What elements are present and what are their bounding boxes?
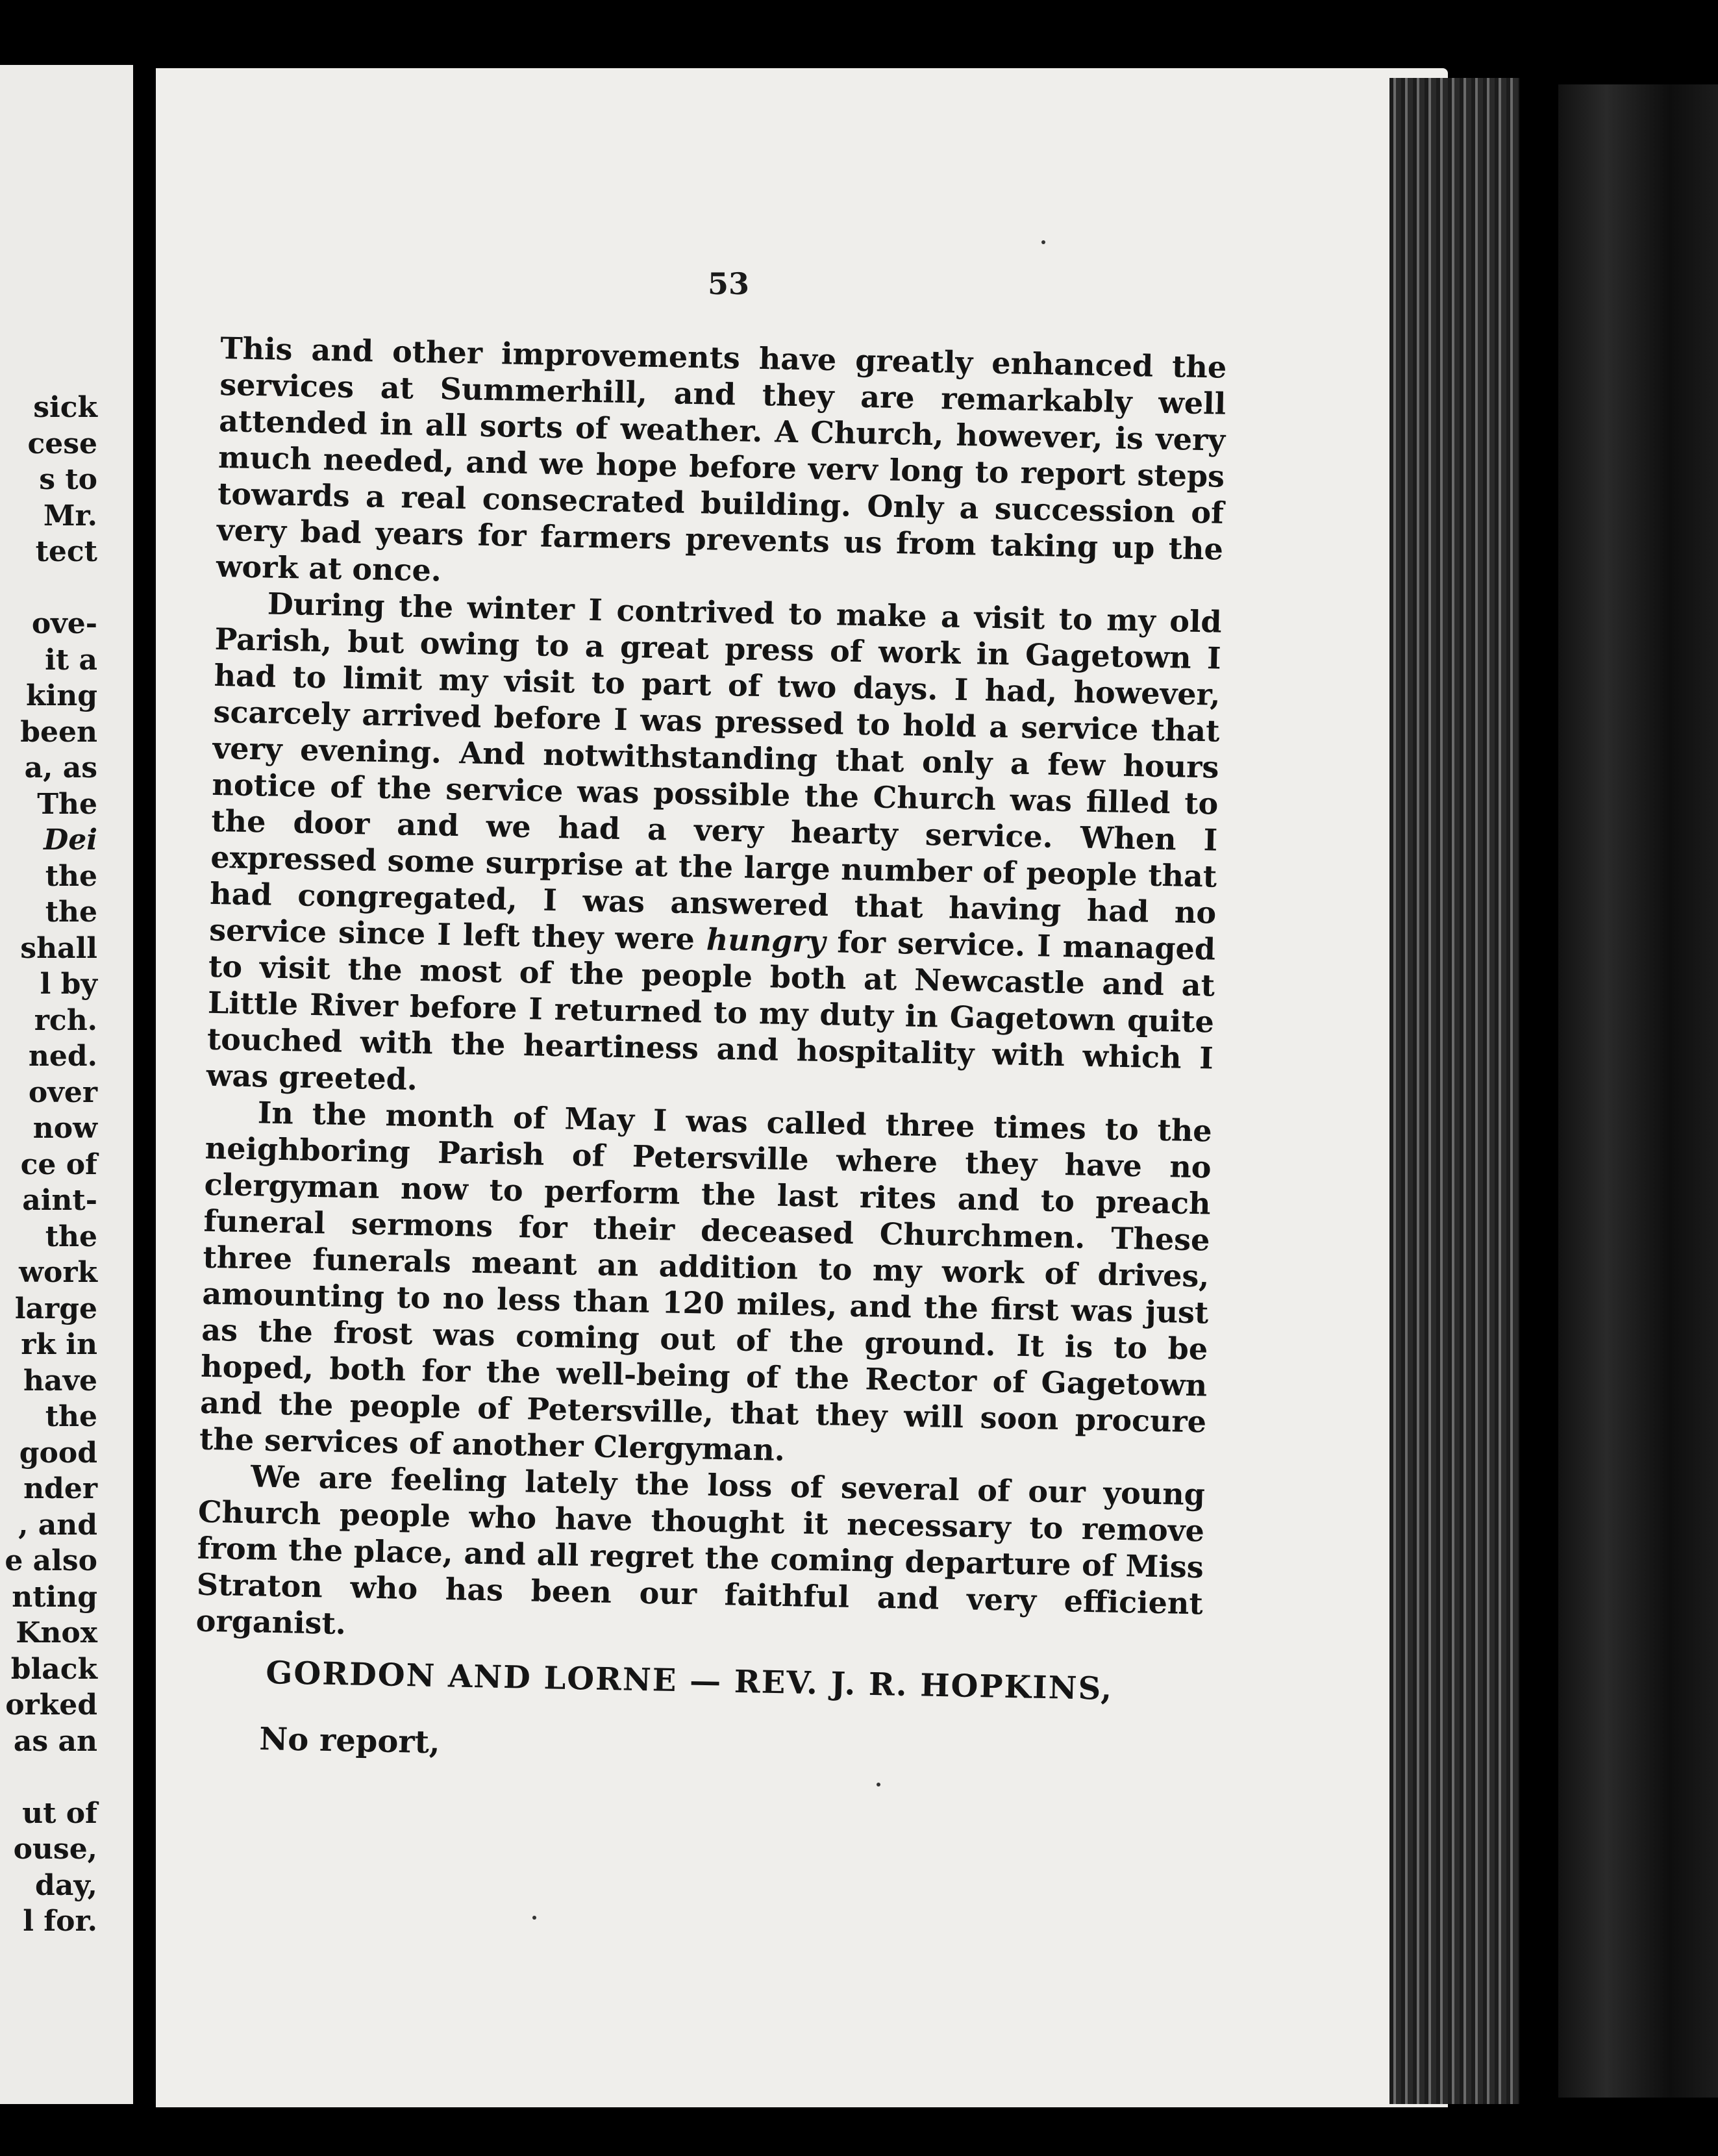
left-page-line: as an — [13, 1724, 97, 1758]
left-page-line: day, — [35, 1868, 97, 1902]
left-page-line: the — [45, 896, 97, 929]
section-heading: GORDON AND LORNE — REV. J. R. HOPKINS, — [265, 1655, 1114, 1708]
left-page-line: Knox — [16, 1616, 97, 1649]
left-page-line: aint- — [22, 1184, 97, 1217]
page-number: 53 — [708, 266, 750, 301]
left-page-line: the — [45, 1400, 97, 1433]
left-page-line: ove- — [31, 607, 97, 640]
paragraph-summerhill: This and other improvements have greatly enhanced the services at Summerhill, and they are remarkably well attended in all sorts of weather. A Church, however, is very much needed, and we hope before verv long to report steps towards a real consecrated building. Only a succession of very bad years for farmers prevents us from taking up the work at once. — [216, 330, 1227, 588]
left-page-line: work — [19, 1256, 97, 1289]
left-page-line — [0, 1759, 97, 1796]
left-page-line: black — [10, 1652, 97, 1686]
specks — [532, 1916, 536, 1920]
left-page-line: , and — [18, 1508, 97, 1542]
left-page-line: l for. — [23, 1905, 97, 1938]
left-page-line: large — [14, 1292, 97, 1325]
left-page-line: rk in — [21, 1328, 97, 1361]
left-page-line: king — [26, 679, 97, 712]
left-page-line: e also — [5, 1544, 97, 1577]
left-page-line: it a — [45, 643, 97, 677]
paragraph-winter-visit: During the winter I contrived to make a visit to my old Parish, but owing to a great press of work in Gagetown I had to limit my visit to part of two days. I had, however, scarcely arrived before I was pressed to hold a service that very evening. And notwithstanding that only a few hours notice of the service was possible the Church was filled to the door and we had a very hearty service. When I expressed some surprise at the large number of people that had congregated, I was answered that having had no service since I left they were hungry for service. I managed to visit the most of the people both at Newcastle and at Little River before I returned to my duty in Gagetown quite touched with the heartiness and hospitality with which I was greeted. — [206, 586, 1223, 1097]
left-page-line: good — [19, 1436, 97, 1470]
left-page-line: over — [28, 1075, 97, 1109]
left-page-line: tect — [35, 535, 97, 568]
book-spine — [1558, 84, 1718, 2098]
left-page-line: s to — [39, 463, 97, 496]
report-note: No report, — [258, 1721, 441, 1761]
left-page-line: nting — [12, 1580, 97, 1614]
left-page-line — [0, 570, 97, 607]
left-page-text — [0, 390, 97, 1940]
left-page-line: the — [45, 1220, 97, 1253]
left-page-line: ouse, — [13, 1833, 97, 1866]
left-page-fragment — [0, 65, 133, 2104]
italic-word: hungry — [706, 921, 826, 960]
left-page-line: cese — [27, 427, 97, 460]
paragraph-organist: We are feeling lately the loss of several of our young Church people who have thought it necessary to remove from the place, and all regret the coming departure of Miss Straton who has been our faithful and very efficient organist. — [195, 1459, 1206, 1642]
body-text — [195, 330, 1226, 1658]
specks — [877, 1783, 880, 1786]
left-page-line: sick — [33, 391, 97, 424]
left-page-line: been — [20, 715, 97, 749]
page-edges — [1389, 78, 1519, 2104]
left-page-line: nder — [23, 1472, 97, 1505]
left-page-line: ut of — [22, 1796, 97, 1830]
left-page-line: now — [32, 1112, 97, 1145]
left-page-line: have — [23, 1364, 97, 1398]
paragraph-petersville: In the month of May I was called three times to the neighboring Parish of Petersville where they have no clergyman now to perform the last rites and to preach funeral sermons for their deceased Churchmen. These three funerals meant an addition to my work of drives, amounting to no less than 120 miles, and the first was just as the frost was coming out of the ground. It is to be hoped, both for the well-being of the Rector of Gagetown and the people of Petersville, that they will soon procure the services of another Clergyman. — [199, 1095, 1213, 1468]
left-page-line: l by — [40, 968, 97, 1001]
left-page-line: ned. — [28, 1040, 97, 1073]
left-page-line: Dei — [44, 823, 97, 857]
left-page-line: orked — [5, 1688, 97, 1722]
left-page-line: Mr. — [43, 499, 97, 533]
left-page-line: a, as — [24, 751, 97, 784]
left-page-line: the — [45, 859, 97, 893]
left-page-line: shall — [20, 931, 97, 965]
left-page-line: rch. — [34, 1003, 97, 1037]
left-page-line: ce of — [20, 1147, 97, 1181]
left-page-line: The — [37, 787, 97, 821]
specks — [1041, 240, 1045, 244]
